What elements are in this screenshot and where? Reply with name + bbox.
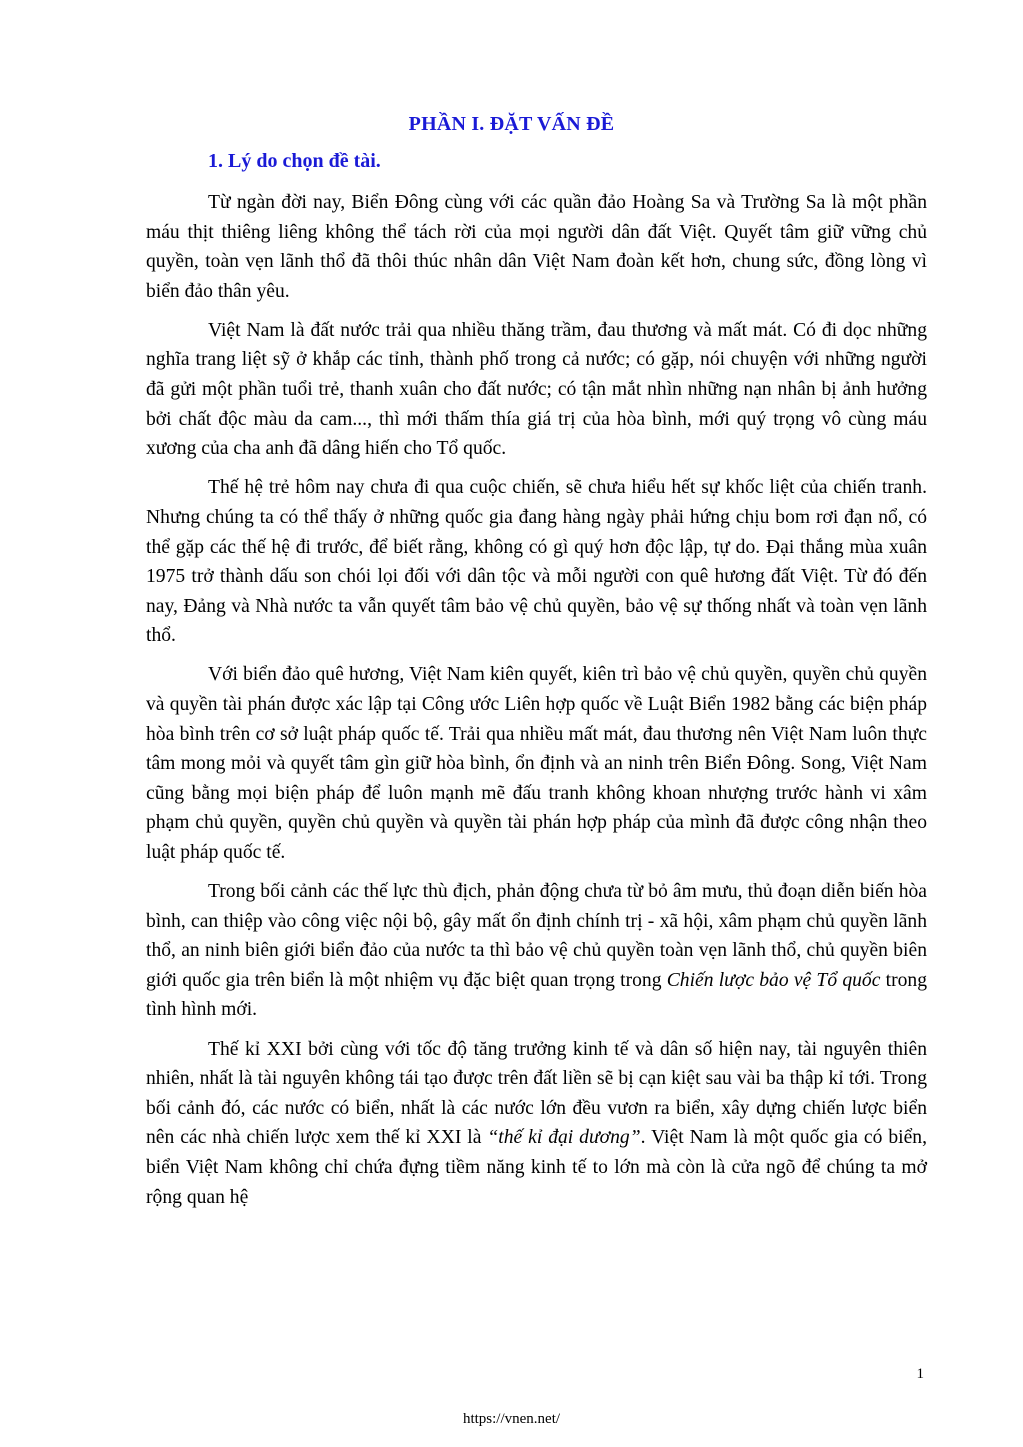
paragraph-6-italic: “thế kỉ đại dương” — [487, 1127, 641, 1149]
paragraph-1: Từ ngàn đời nay, Biển Đông cùng với các quần đảo Hoàng Sa và Trường Sa là một phần máu thịt thiêng liêng không thể tách rời của mọi người dân đất Việt. Quyết tâm giữ vững chủ quyền, toàn vẹn lãnh thổ đã thôi thúc nhân dân Việt Nam đoàn kết hơn, chung sức, đồng lòng vì biển đảo thân yêu. — [146, 192, 927, 302]
paragraph-3: Thế hệ trẻ hôm nay chưa đi qua cuộc chiến, sẽ chưa hiểu hết sự khốc liệt của chiến tranh. Nhưng chúng ta có thể thấy ở những quốc gia đang hàng ngày phải hứng chịu bom rơi đạn nổ, có thể gặp các thế hệ đi trước, để biết rằng, không có gì quý hơn độc lập, tự do. Đại thắng mùa xuân 1975 trở thành dấu son chói lọi đối với dân tộc và mỗi người con quê hương đất Việt. Từ đó đến nay, Đảng và Nhà nước ta vẫn quyết tâm bảo vệ chủ quyền, bảo vệ sự thống nhất và toàn vẹn lãnh thổ. — [146, 477, 927, 647]
section-title: 1. Lý do chọn đề tài. — [208, 150, 381, 172]
paragraph-6-text-end: . Việt Nam là một quốc gia có biển, biển Việt Nam không chỉ chứa đựng tiềm năng kinh tế to lớn mà còn là cửa ngõ để chúng ta mở rộng quan hệ — [146, 1127, 927, 1208]
document-body — [146, 188, 927, 1222]
paragraph-5 — [146, 877, 927, 1025]
page-number: 1 — [916, 1366, 924, 1382]
paragraph-2: Việt Nam là đất nước trải qua nhiều thăng trầm, đau thương và mất mát. Có đi dọc những nghĩa trang liệt sỹ ở khắp các tỉnh, thành phố trong cả nước; có gặp, nói chuyện với những người đã gửi một phần tuổi trẻ, thanh xuân cho đất nước; có tận mắt nhìn những nạn nhân bị ảnh hưởng bởi chất độc màu da cam..., thì mới thấm thía giá trị của hòa bình, mới quý trọng vô cùng máu xương của cha anh đã dâng hiến cho Tổ quốc. — [146, 319, 927, 460]
paragraph-4: Với biển đảo quê hương, Việt Nam kiên quyết, kiên trì bảo vệ chủ quyền, quyền chủ quyền và quyền tài phán được xác lập tại Công ước Liên hợp quốc về Luật Biển 1982 bằng các biện pháp hòa bình trên cơ sở luật pháp quốc tế. Trải qua nhiều mất mát, đau thương nên Việt Nam luôn thực tâm mong mỏi và quyết tâm gìn giữ hòa bình, ổn định và an ninh trên Biển Đông. Song, Việt Nam cũng bằng mọi biện pháp để luôn mạnh mẽ đấu tranh không khoan nhượng trước hành vi xâm phạm chủ quyền, quyền chủ quyền và quyền tài phán hợp pháp của mình đã được công nhận theo luật pháp quốc tế. — [146, 664, 927, 863]
footer-url[interactable]: https://vnen.net/ — [462, 1411, 561, 1427]
part-title: PHẦN I. ĐẶT VẤN ĐỀ — [408, 113, 615, 135]
paragraph-6-text: Thế kỉ XXI bởi cùng với tốc độ tăng trưởng kinh tế và dân số hiện nay, tài nguyên thiên nhiên, nhất là tài nguyên không tái tạo được trên đất liền sẽ bị cạn kiệt sau vài ba thập kỉ tới. Trong bối cảnh đó, các nước có biển, nhất là các nước lớn đều vươn ra biển, xây dựng chiến lược biển nên các nhà chiến lược xem thế kỉ XXI là — [146, 1038, 927, 1149]
paragraph-5-italic: Chiến lược bảo vệ Tổ quốc — [666, 969, 881, 991]
paragraph-6 — [146, 1035, 927, 1213]
paragraph-5-text-end: trong tình hình mới. — [146, 969, 927, 1021]
paragraph-5-text: Trong bối cảnh các thế lực thù địch, phản động chưa từ bỏ âm mưu, thủ đoạn diễn biến hòa bình, can thiệp vào công việc nội bộ, gây mất ổn định chính trị - xã hội, xâm phạm chủ quyền lãnh thổ, an ninh biên giới biển đảo của nước ta thì bảo vệ chủ quyền toàn vẹn lãnh thổ, chủ quyền biên giới quốc gia trên biển là một nhiệm vụ đặc biệt quan trọng trong — [146, 881, 927, 991]
